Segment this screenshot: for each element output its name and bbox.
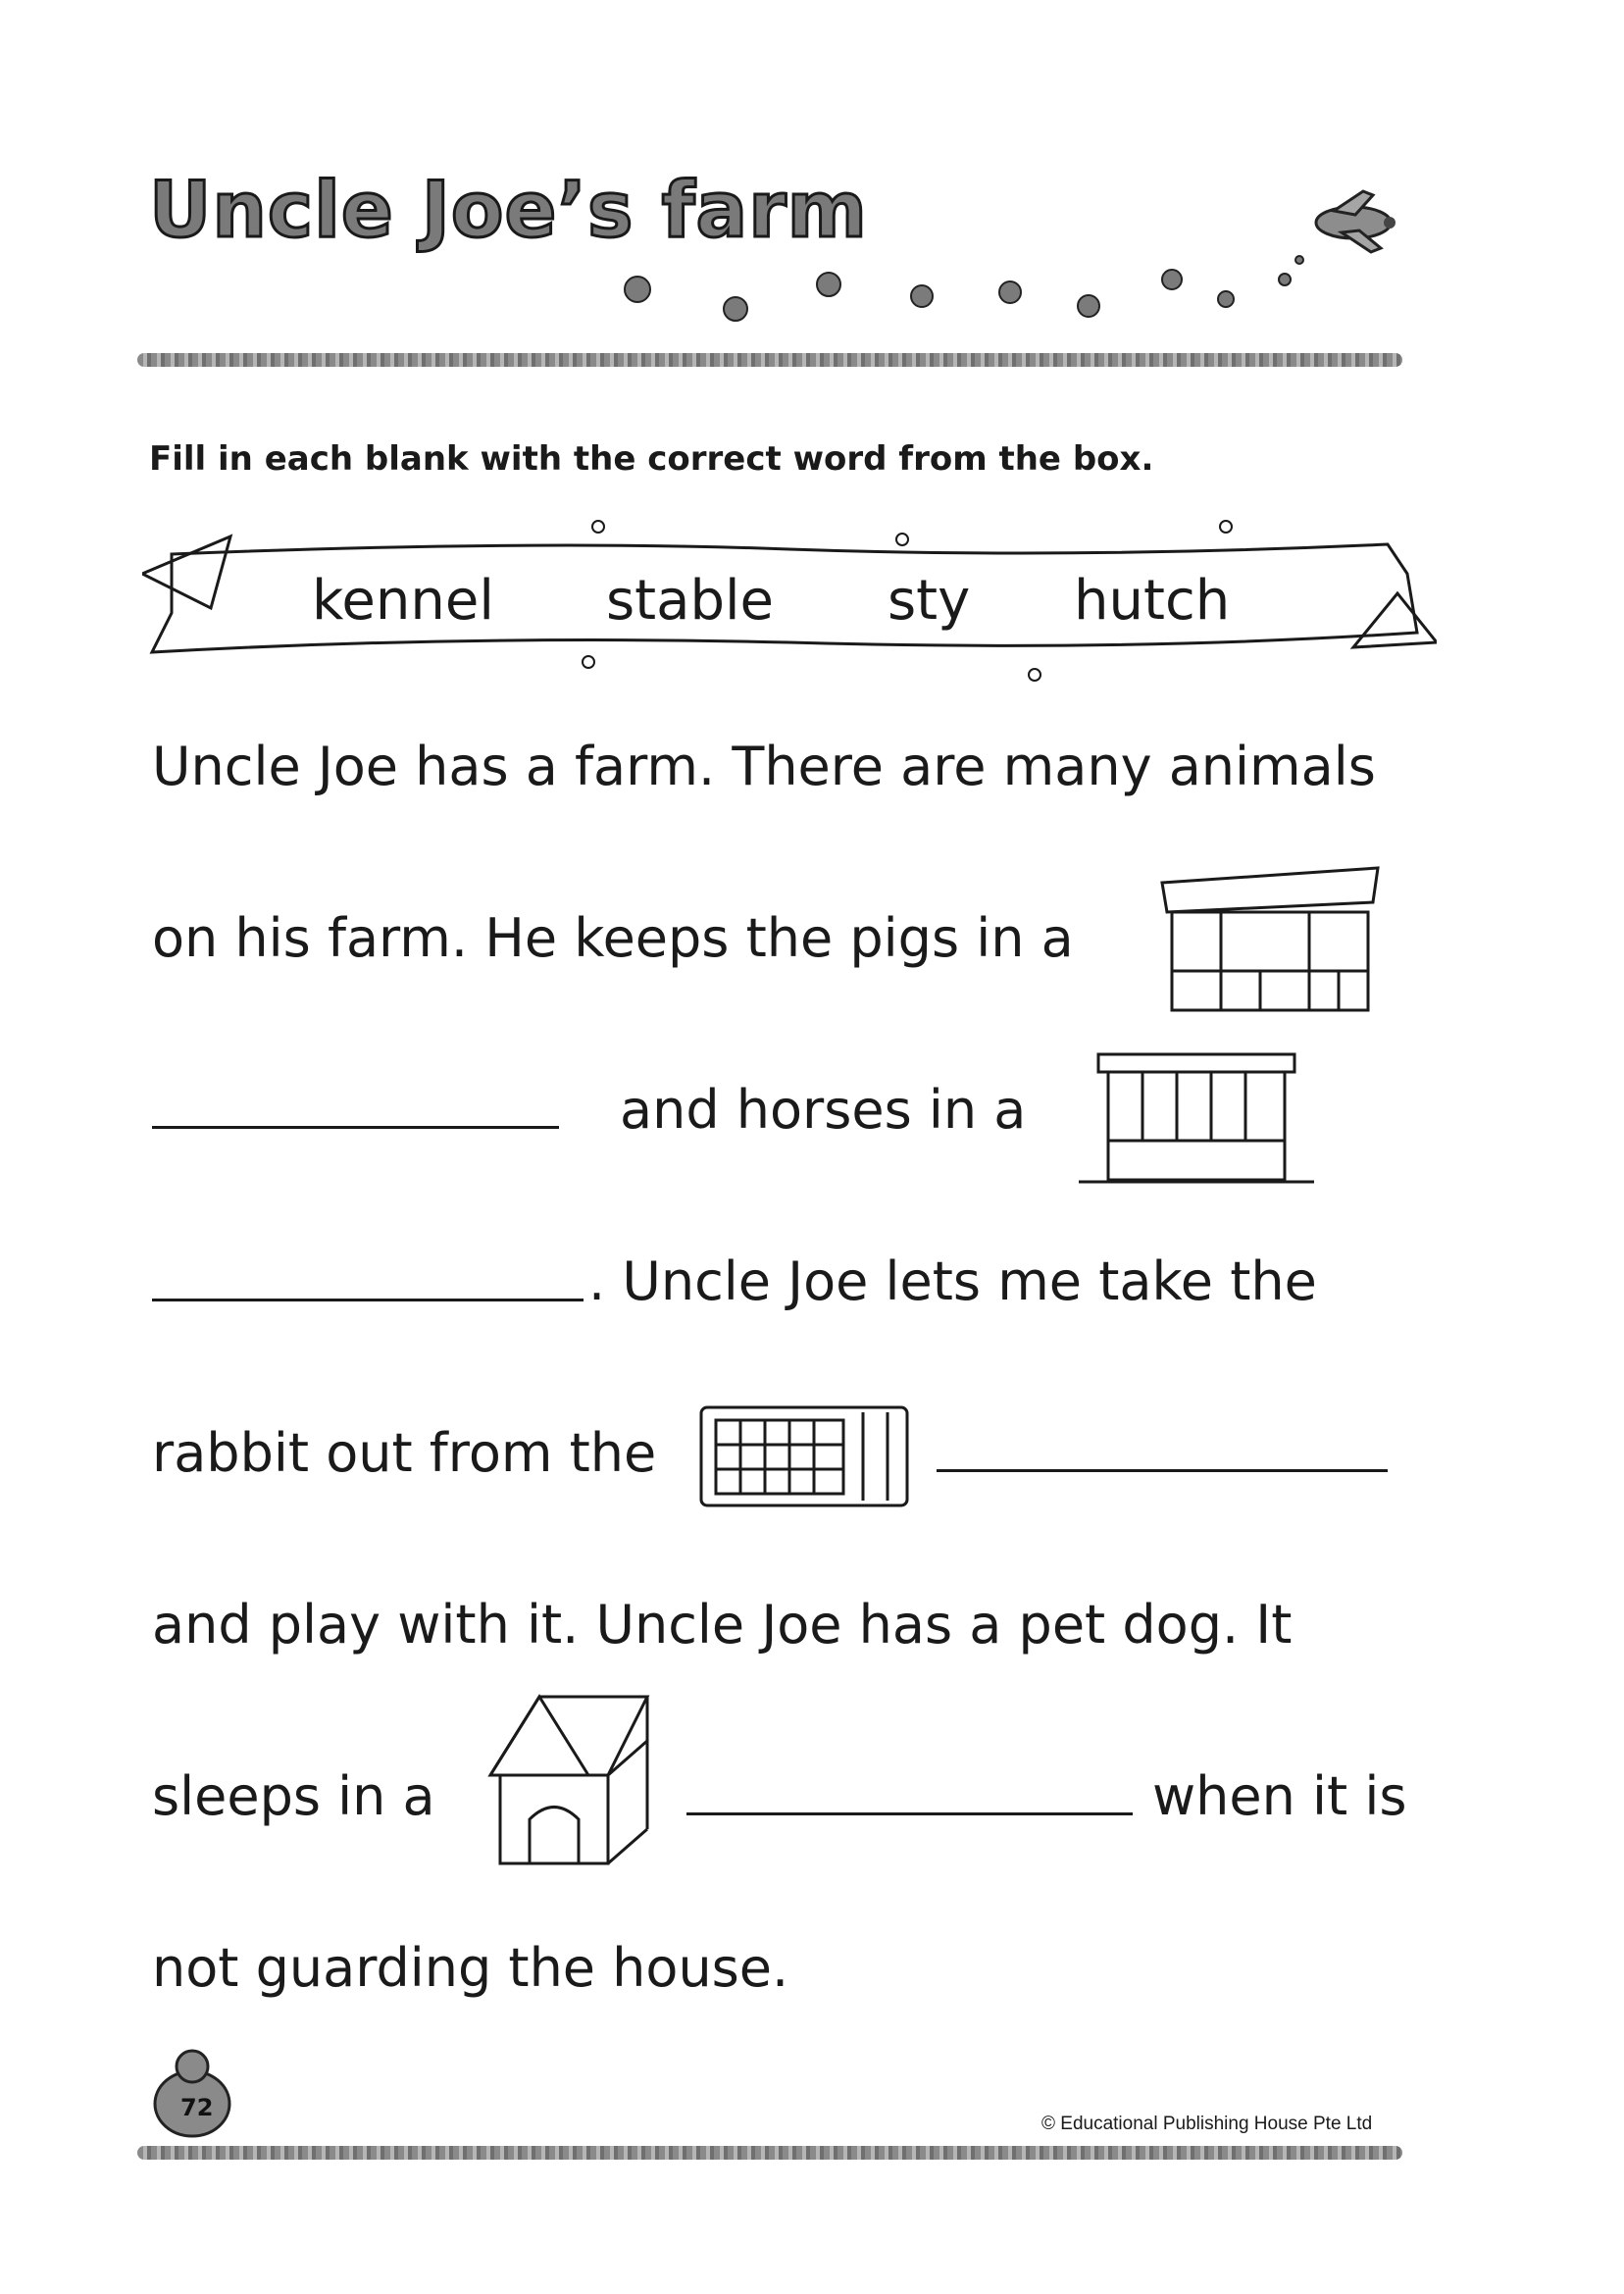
hutch-picture xyxy=(691,1393,927,1520)
word-option-stable: stable xyxy=(606,569,775,633)
top-divider xyxy=(137,353,1402,367)
kennel-picture xyxy=(461,1682,677,1868)
word-option-kennel: kennel xyxy=(312,569,494,633)
passage-line-6: and play with it. Uncle Joe has a pet dog. It xyxy=(152,1594,1293,1656)
word-option-sty: sty xyxy=(888,569,971,633)
page-number: 72 xyxy=(180,2094,214,2121)
blank-sty[interactable] xyxy=(152,1126,559,1129)
passage-line-1: Uncle Joe has a farm. There are many animals xyxy=(152,736,1376,797)
stable-picture xyxy=(1069,1045,1324,1192)
passage-line-4: . Uncle Joe lets me take the xyxy=(588,1250,1317,1312)
sty-picture xyxy=(1142,853,1397,1020)
cloud-trail-decoration xyxy=(608,235,1314,333)
blank-hutch[interactable] xyxy=(937,1469,1388,1472)
page-number-badge xyxy=(145,2045,243,2143)
passage-line-3: and horses in a xyxy=(620,1079,1027,1141)
blank-stable[interactable] xyxy=(152,1299,584,1301)
passage-line-8: not guarding the house. xyxy=(152,1937,789,1999)
passage-line-7-end: when it is xyxy=(1152,1765,1407,1827)
passage-line-7-start: sleeps in a xyxy=(152,1765,435,1827)
word-option-hutch: hutch xyxy=(1074,569,1231,633)
blank-kennel[interactable] xyxy=(686,1812,1133,1815)
passage-line-5: rabbit out from the xyxy=(152,1422,657,1484)
bottom-divider xyxy=(137,2146,1402,2160)
copyright-text: © Educational Publishing House Pte Ltd xyxy=(1041,2114,1373,2134)
page-title: Uncle Joe’s farm xyxy=(149,167,868,255)
passage-line-2: on his farm. He keeps the pigs in a xyxy=(152,907,1074,969)
instruction-text: Fill in each blank with the correct word from the box. xyxy=(149,439,1154,479)
